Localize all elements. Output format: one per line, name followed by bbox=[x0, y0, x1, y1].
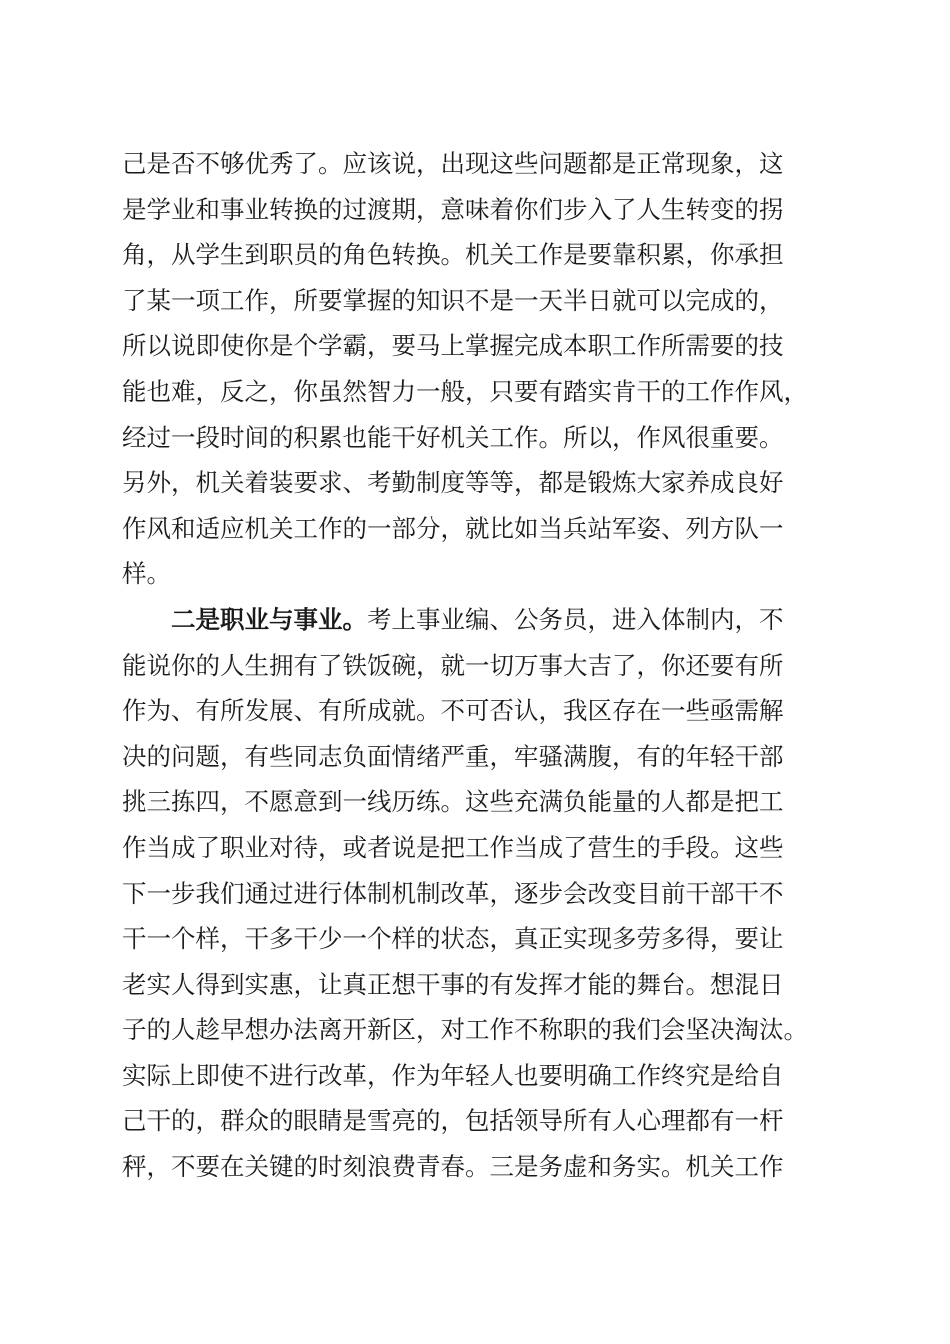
text-line: 下一步我们通过进行体制机制改革，逐步会改变目前干部干不 bbox=[122, 878, 784, 908]
body-text bbox=[122, 141, 842, 1190]
text-line: 所以说即使你是个学霸，要马上掌握完成本职工作所需要的技 bbox=[122, 331, 784, 361]
text-line: 己干的，群众的眼睛是雪亮的，包括领导所有人心理都有一杆 bbox=[122, 1106, 784, 1136]
text-line: 经过一段时间的积累也能干好机关工作。所以，作风很重要。 bbox=[122, 422, 784, 452]
text-line: 能说你的人生拥有了铁饭碗，就一切万事大吉了，你还要有所 bbox=[122, 650, 784, 680]
section-heading: 二是职业与事业。 bbox=[171, 604, 367, 634]
text-line: 作当成了职业对待，或者说是把工作当成了营生的手段。这些 bbox=[122, 832, 784, 862]
text-line: 干一个样，干多干少一个样的状态，真正实现多劳多得，要让 bbox=[122, 924, 784, 954]
text-line: 角，从学生到职员的角色转换。机关工作是要靠积累，你承担 bbox=[122, 240, 784, 270]
text-line: 实际上即使不进行改革，作为年轻人也要明确工作终究是给自 bbox=[122, 1060, 784, 1090]
text-line: 老实人得到实惠，让真正想干事的有发挥才能的舞台。想混日 bbox=[122, 969, 784, 999]
text-line: 决的问题，有些同志负面情绪严重，牢骚满腹，有的年轻干部 bbox=[122, 741, 784, 771]
text-line: 是学业和事业转换的过渡期，意味着你们步入了人生转变的拐 bbox=[122, 194, 784, 224]
text-line: 己是否不够优秀了。应该说，出现这些问题都是正常现象，这 bbox=[122, 149, 784, 178]
text-line: 作为、有所发展、有所成就。不可否认，我区存在一些亟需解 bbox=[122, 696, 784, 726]
text-line: 能也难，反之，你虽然智力一般，只要有踏实肯干的工作作风， bbox=[122, 376, 808, 406]
text-line: 了某一项工作，所要掌握的知识不是一天半日就可以完成的， bbox=[122, 285, 784, 315]
text-line: 挑三拣四，不愿意到一线历练。这些充满负能量的人都是把工 bbox=[122, 787, 784, 817]
paragraph-first-line bbox=[122, 597, 842, 643]
text-line: 秤，不要在关键的时刻浪费青春。三是务虚和务实。机关工作 bbox=[122, 1152, 784, 1182]
text-fragment: 考上事业编、公务员，进入体制内，不 bbox=[367, 604, 784, 634]
text-line: 另外，机关着装要求、考勤制度等等，都是锻炼大家养成良好 bbox=[122, 468, 784, 498]
text-line: 作风和适应机关工作的一部分，就比如当兵站军姿、列方队一 bbox=[122, 513, 784, 543]
text-line: 子的人趁早想办法离开新区，对工作不称职的我们会坚决淘汰。 bbox=[122, 1015, 808, 1045]
text-line: 样。 bbox=[122, 559, 171, 589]
